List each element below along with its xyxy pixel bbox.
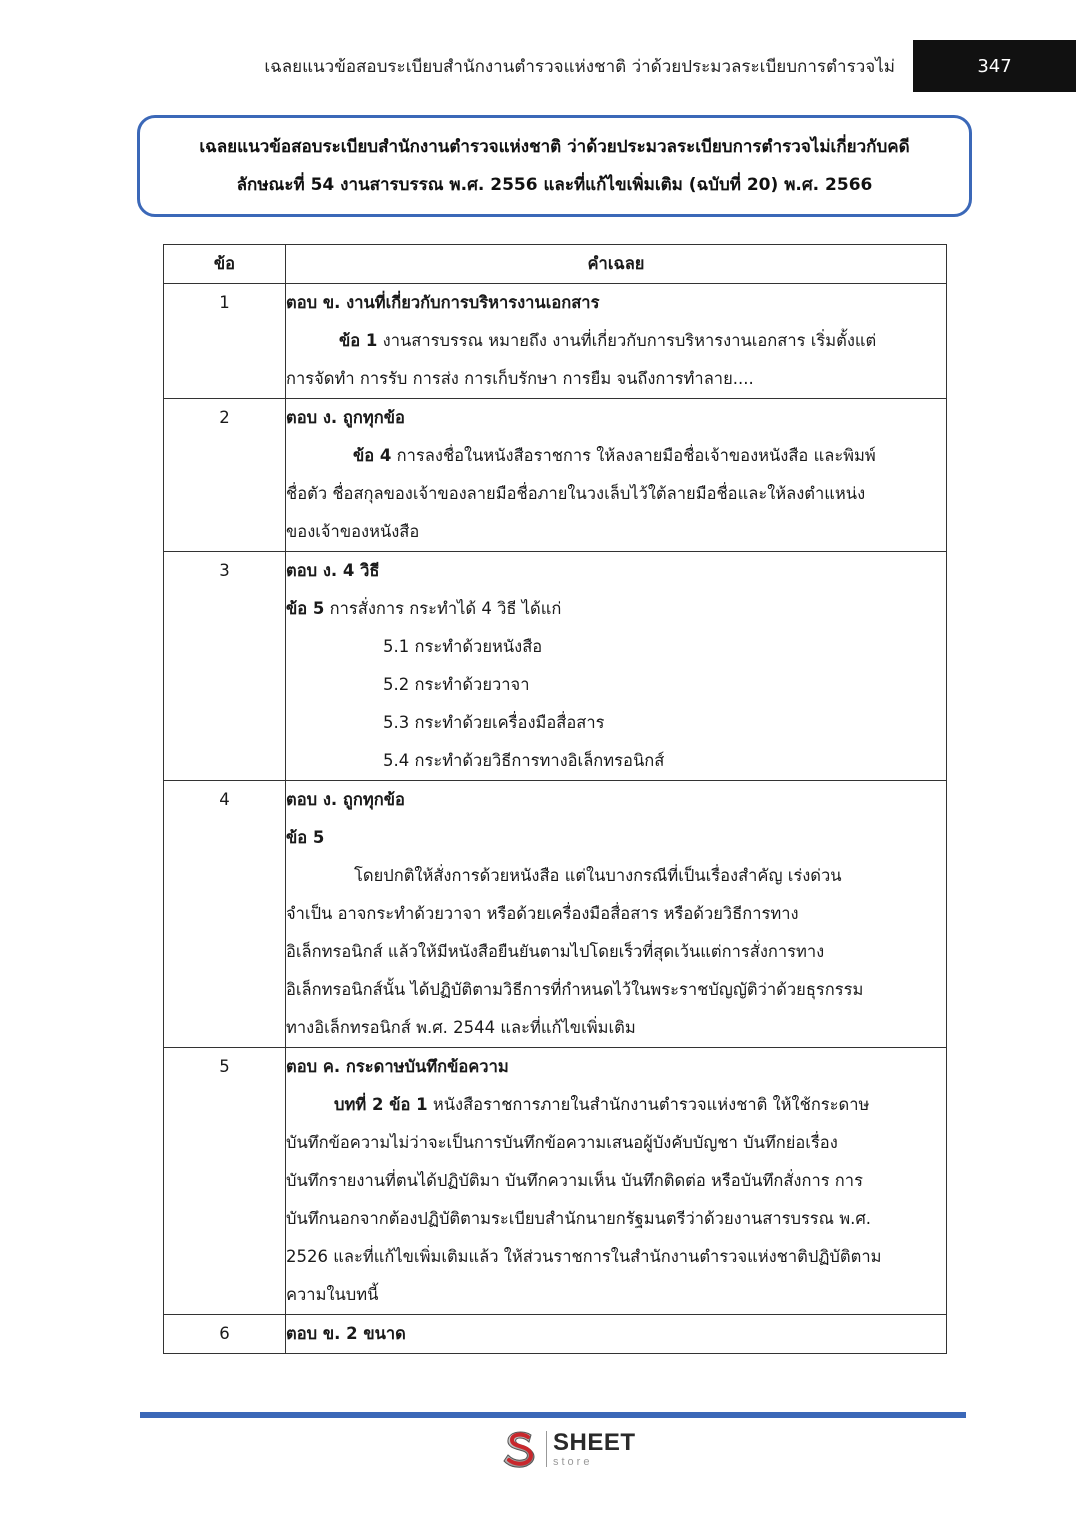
- rule-reference: ข้อ 4: [353, 446, 392, 465]
- table-row: [164, 781, 947, 1048]
- row-answer-cell: [286, 781, 947, 1048]
- explanation-line: [286, 437, 946, 475]
- explanation-line: อิเล็กทรอนิกส์นั้น ได้ปฏิบัติตามวิธีการที่กำหนดไว้ในพระราชบัญญัติว่าด้วยธุรกรรม: [286, 980, 864, 999]
- answer-table: [163, 244, 947, 1354]
- running-title: เฉลยแนวข้อสอบระเบียบสำนักงานตำรวจแห่งชาติ ว่าด้วยประมวลระเบียบการตำรวจไม่: [264, 56, 895, 77]
- column-header-answer: คำเฉลย: [286, 245, 947, 284]
- list-item: 5.2 กระทำด้วยวาจา: [383, 675, 530, 694]
- sheet-store-logo: [498, 1426, 636, 1472]
- explanation-text: การลงชื่อในหนังสือราชการ ให้ลงลายมือชื่อเจ้าของหนังสือ และพิมพ์: [391, 446, 876, 465]
- page-number: 347: [977, 55, 1012, 77]
- explanation-text: หนังสือราชการภายในสำนักงานตำรวจแห่งชาติ ให้ใช้กระดาษ: [427, 1095, 870, 1114]
- answer-choice: ตอบ ง. ถูกทุกข้อ: [286, 790, 405, 809]
- column-header-number: ข้อ: [164, 245, 286, 284]
- explanation-line: โดยปกติให้สั่งการด้วยหนังสือ แต่ในบางกรณีที่เป็นเรื่องสำคัญ เร่งด่วน: [354, 866, 842, 885]
- row-answer-cell: [286, 284, 947, 399]
- answer-choice: ตอบ ง. ถูกทุกข้อ: [286, 408, 405, 427]
- explanation-text: งานสารบรรณ หมายถึง งานที่เกี่ยวกับการบริหารงานเอกสาร เริ่มตั้งแต่: [377, 331, 877, 350]
- table-header-row: [164, 245, 947, 284]
- row-number: 4: [164, 781, 286, 1048]
- answer-choice: ตอบ ข. งานที่เกี่ยวกับการบริหารงานเอกสาร: [286, 293, 600, 312]
- answer-choice: ตอบ ง. 4 วิธี: [286, 561, 380, 580]
- explanation-line: 2526 และที่แก้ไขเพิ่มเติมแล้ว ให้ส่วนราชการในสำนักงานตำรวจแห่งชาติปฏิบัติตาม: [286, 1247, 882, 1266]
- explanation-line: ของเจ้าของหนังสือ: [286, 522, 420, 541]
- explanation-line: ทางอิเล็กทรอนิกส์ พ.ศ. 2544 และที่แก้ไขเพิ่มเติม: [286, 1018, 636, 1037]
- explanation-line: อิเล็กทรอนิกส์ แล้วให้มีหนังสือยืนยันตามไปโดยเร็วที่สุดเว้นแต่การสั่งการทาง: [286, 942, 825, 961]
- rule-reference: ข้อ 1: [339, 331, 378, 350]
- explanation-line: บันทึกนอกจากต้องปฏิบัติตามระเบียบสำนักนายกรัฐมนตรีว่าด้วยงานสารบรรณ พ.ศ.: [286, 1209, 872, 1228]
- row-number: 1: [164, 284, 286, 399]
- explanation-line: บันทึกรายงานที่ตนได้ปฏิบัติมา บันทึกความเห็น บันทึกติดต่อ หรือบันทึกสั่งการ การ: [286, 1171, 863, 1190]
- list-item: 5.1 กระทำด้วยหนังสือ: [383, 637, 543, 656]
- explanation-line: ความในบทนี้: [286, 1285, 379, 1304]
- logo-word: SHEET: [553, 1428, 636, 1456]
- row-answer-cell: [286, 399, 947, 552]
- row-number: 5: [164, 1048, 286, 1315]
- explanation-line: การจัดทำ การรับ การส่ง การเก็บรักษา การยืม จนถึงการทำลาย....: [286, 369, 754, 388]
- explanation-text: การสั่งการ กระทำได้ 4 วิธี ได้แก่: [324, 599, 562, 618]
- page-number-box: [913, 40, 1076, 92]
- rule-reference: ข้อ 5: [286, 599, 325, 618]
- explanation-line: บันทึกข้อความไม่ว่าจะเป็นการบันทึกข้อความเสนอผู้บังคับบัญชา บันทึกย่อเรื่อง: [286, 1133, 838, 1152]
- rule-reference: ข้อ 5: [286, 828, 325, 847]
- list-item: 5.3 กระทำด้วยเครื่องมือสื่อสาร: [383, 713, 605, 732]
- explanation-line: จำเป็น อาจกระทำด้วยวาจา หรือด้วยเครื่องมือสื่อสาร หรือด้วยวิธีการทาง: [286, 904, 799, 923]
- answer-choice: ตอบ ข. 2 ขนาด: [286, 1324, 406, 1343]
- table-row: [164, 552, 947, 781]
- s-logo-icon: [498, 1427, 542, 1471]
- row-answer-cell: [286, 552, 947, 781]
- rule-reference: บทที่ 2 ข้อ 1: [334, 1095, 428, 1114]
- logo-divider: [546, 1431, 547, 1467]
- table-row: [164, 1048, 947, 1315]
- explanation-line: ชื่อตัว ชื่อสกุลของเจ้าของลายมือชื่อภายในวงเล็บไว้ใต้ลายมือชื่อและให้ลงตำแหน่ง: [286, 484, 866, 503]
- row-number: 3: [164, 552, 286, 781]
- row-number: 2: [164, 399, 286, 552]
- logo-subword: store: [553, 1455, 593, 1468]
- running-header: [0, 40, 913, 92]
- title-box: [137, 115, 972, 217]
- list-item: 5.4 กระทำด้วยวิธีการทางอิเล็กทรอนิกส์: [383, 751, 665, 770]
- table-row: [164, 284, 947, 399]
- title-line-2: ลักษณะที่ 54 งานสารบรรณ พ.ศ. 2556 และที่แก้ไขเพิ่มเติม (ฉบับที่ 20) พ.ศ. 2566: [236, 175, 873, 195]
- explanation-line: [286, 322, 946, 360]
- table-row: [164, 399, 947, 552]
- answer-choice: ตอบ ค. กระดาษบันทึกข้อความ: [286, 1057, 509, 1076]
- title-line-1: เฉลยแนวข้อสอบระเบียบสำนักงานตำรวจแห่งชาติ ว่าด้วยประมวลระเบียบการตำรวจไม่เกี่ยวกับคดี: [199, 137, 910, 157]
- row-answer-cell: [286, 1048, 947, 1315]
- row-number: 6: [164, 1315, 286, 1354]
- logo-wordmark: [553, 1428, 636, 1468]
- explanation-line: [286, 590, 946, 628]
- footer-rule: [140, 1412, 966, 1418]
- row-answer-cell: [286, 1315, 947, 1354]
- explanation-line: [286, 1086, 946, 1124]
- table-row: [164, 1315, 947, 1354]
